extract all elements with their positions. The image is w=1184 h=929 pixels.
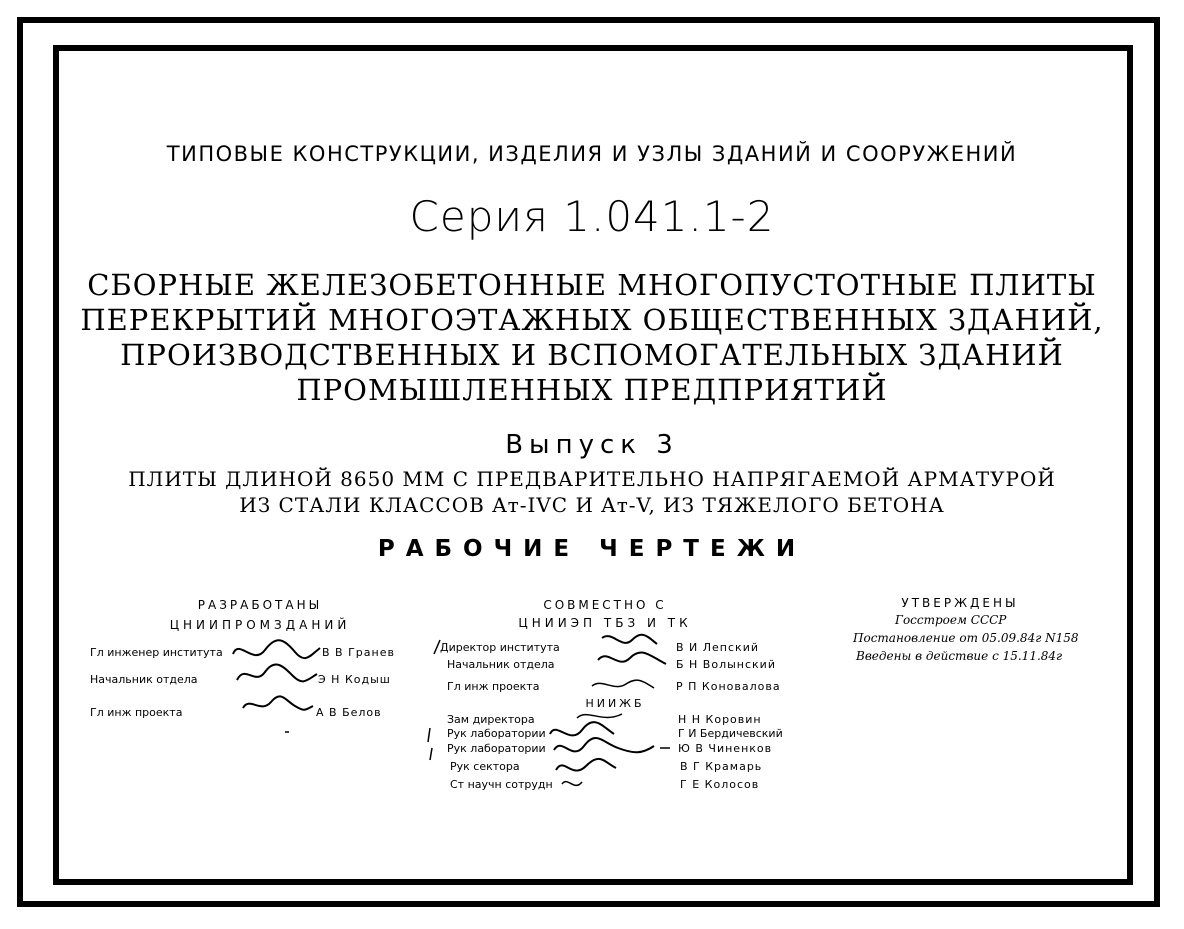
jointly-role: Гл инж проекта <box>447 680 540 693</box>
series-number: Серия 1.041.1-2 <box>409 192 775 241</box>
signature <box>428 728 430 742</box>
signature <box>233 640 320 658</box>
niizhb-role: Рук сектора <box>450 760 520 773</box>
signature <box>434 640 440 654</box>
jointly-name: Р П Коновалова <box>676 680 781 693</box>
approved-authority: Госстроем СССР <box>895 613 1007 627</box>
niizhb-heading: НИИЖБ <box>585 697 645 710</box>
main-title-line: СБОРНЫЕ ЖЕЛЕЗОБЕТОННЫЕ МНОГОПУСТОТНЫЕ ПЛИТЫ <box>87 268 1097 302</box>
series-title: ТИПОВЫЕ КОНСТРУКЦИИ, ИЗДЕЛИЯ И УЗЛЫ ЗДАНИЙ И СООРУЖЕНИЙ <box>166 142 1018 166</box>
signature <box>430 748 432 760</box>
niizhb-role: Зам директора <box>447 713 535 726</box>
developed-name: В В Гранев <box>322 646 395 659</box>
approved-effective-date: Введены в действие с 15.11.84г <box>856 649 1063 663</box>
niizhb-role: Ст научн сотрудн <box>450 778 553 791</box>
signature <box>556 759 616 771</box>
signature <box>562 782 582 786</box>
signature-graphics-developed <box>225 636 325 736</box>
issue-desc-line: ИЗ СТАЛИ КЛАССОВ Aт-IVC И Aт-V, ИЗ ТЯЖЕЛОГО БЕТОНА <box>239 493 945 517</box>
issue-title: Выпуск 3 <box>505 430 679 460</box>
main-title-line: ПРОИЗВОДСТВЕННЫХ И ВСПОМОГАТЕЛЬНЫХ ЗДАНИЙ <box>120 338 1064 372</box>
signature <box>577 714 622 718</box>
jointly-name: В И Лепский <box>676 641 759 654</box>
signature <box>592 680 654 688</box>
developed-heading: РАЗРАБОТАНЫ <box>197 598 323 612</box>
approved-heading: УТВЕРЖДЕНЫ <box>901 596 1019 610</box>
niizhb-name: Н Н Коровин <box>678 713 762 726</box>
signature <box>602 635 657 644</box>
jointly-role: Начальник отдела <box>447 658 555 671</box>
niizhb-name: Ю В Чиненков <box>678 742 773 755</box>
jointly-org: ЦНИИЭП ТБЗ И ТК <box>518 616 692 630</box>
developed-org: ЦНИИПРОМЗДАНИЙ <box>169 618 351 632</box>
approved-resolution: Постановление от 05.09.84г N158 <box>853 631 1079 645</box>
signature-graphics-jointly <box>422 630 682 800</box>
niizhb-name: Г И Бердичевский <box>678 727 783 740</box>
niizhb-role: Рук лаборатории <box>447 742 546 755</box>
main-title-line: ПЕРЕКРЫТИЙ МНОГОЭТАЖНЫХ ОБЩЕСТВЕННЫХ ЗДАНИЙ, <box>80 303 1104 337</box>
niizhb-role: Рук лаборатории <box>447 727 546 740</box>
signature <box>554 738 654 752</box>
jointly-heading: СОВМЕСТНО С <box>543 598 667 612</box>
issue-description <box>0 466 1184 518</box>
signature <box>243 696 313 709</box>
jointly-role: Директор института <box>440 641 560 654</box>
jointly-name: Б Н Волынский <box>676 658 776 671</box>
main-title <box>0 268 1184 408</box>
main-title-line: ПРОМЫШЛЕННЫХ ПРЕДПРИЯТИЙ <box>296 373 888 407</box>
doc-type: РАБОЧИЕ ЧЕРТЕЖИ <box>377 536 807 562</box>
issue-desc-line: ПЛИТЫ ДЛИНОЙ 8650 ММ С ПРЕДВАРИТЕЛЬНО НАПРЯГАЕМОЙ АРМАТУРОЙ <box>128 467 1056 491</box>
niizhb-name: Г Е Колосов <box>680 778 760 791</box>
signature <box>237 664 317 681</box>
niizhb-name: В Г Крамарь <box>680 760 763 773</box>
developed-role: Гл инж проекта <box>90 706 183 719</box>
signature <box>550 722 614 735</box>
developed-name: А В Белов <box>316 706 382 719</box>
developed-name: Э Н Кодыш <box>318 673 391 686</box>
signature <box>598 652 666 664</box>
developed-role: Начальник отдела <box>90 673 198 686</box>
developed-role: Гл инженер института <box>90 646 223 659</box>
